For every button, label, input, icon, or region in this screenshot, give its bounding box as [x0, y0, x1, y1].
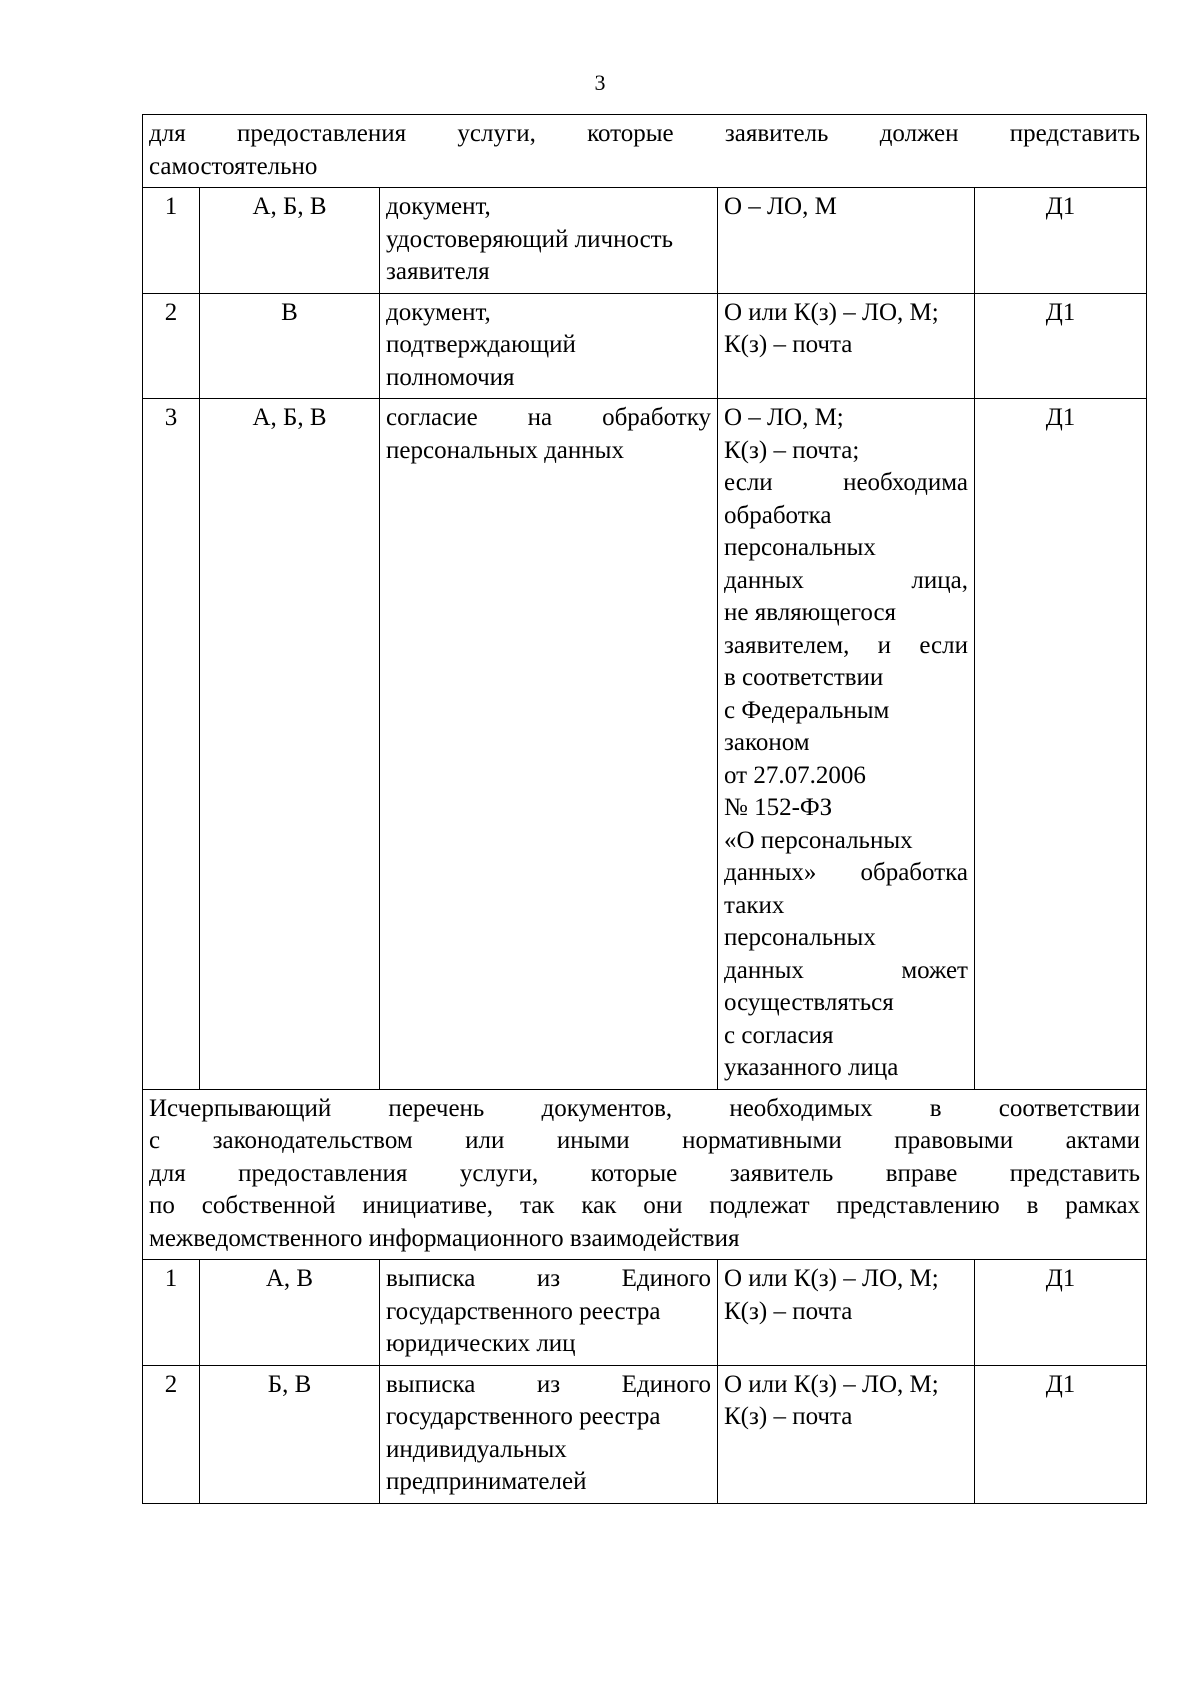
document-name-line: предпринимателей [386, 1468, 587, 1495]
section-heading-line: межведомственного информационного взаимодействия [149, 1224, 740, 1252]
document-name-line: государственного реестра [386, 1297, 661, 1325]
document-name-line: полномочия [386, 363, 515, 391]
submission-form-cell [718, 399, 975, 1090]
submission-form-line: О или К(з) – ЛО, М; [724, 298, 939, 326]
document-name-line: согласие на обработку [386, 404, 711, 431]
section-heading-row [143, 115, 1147, 188]
submission-form-line: «О персональных [724, 826, 913, 854]
document-name-cell [380, 1260, 718, 1366]
submission-form-line: данных» обработка [724, 859, 968, 886]
applicant-category-cell: А, Б, В [200, 188, 380, 294]
section-heading-line: по собственной инициативе, так как они подлежат представлению в рамках [149, 1192, 1141, 1219]
submission-form-line: О – ЛО, М [724, 193, 837, 220]
document-name-line: выписка из Единого [386, 1370, 711, 1398]
section-heading-line: с законодательством или иными нормативными правовыми актами [149, 1127, 1141, 1154]
submission-form-line: персональных [724, 924, 876, 951]
section-heading-line: Исчерпывающий перечень документов, необходимых в соответствии [149, 1094, 1141, 1122]
document-name-line: документ, [386, 298, 491, 326]
submission-form-line: законом [724, 729, 810, 756]
submission-form-line: К(з) – почта [724, 1297, 853, 1325]
section-heading-row [143, 1089, 1147, 1260]
submission-form-line: не являющегося [724, 599, 897, 626]
document-name-line: заявителя [386, 258, 490, 285]
document-name-cell [380, 188, 718, 294]
document-code-cell: Д1 [975, 1260, 1147, 1366]
document-code-cell: Д1 [975, 188, 1147, 294]
documents-table-body [143, 115, 1147, 1504]
submission-form-line: обработка [724, 501, 832, 529]
document-name-line: документ, [386, 193, 491, 220]
submission-form-line: указанного лица [724, 1054, 899, 1081]
submission-form-line: данных лица, [724, 566, 968, 594]
document-name-line: подтверждающий [386, 331, 576, 358]
document-name-line: индивидуальных [386, 1435, 567, 1463]
table-row [143, 1365, 1147, 1503]
row-number-cell: 2 [143, 1365, 200, 1503]
submission-form-line: О или К(з) – ЛО, М; [724, 1265, 939, 1292]
submission-form-cell [718, 1260, 975, 1366]
submission-form-line: таких [724, 891, 785, 919]
submission-form-line: К(з) – почта [724, 331, 853, 358]
table-row [143, 1260, 1147, 1366]
submission-form-line: если необходима [724, 469, 968, 496]
document-code-cell: Д1 [975, 399, 1147, 1090]
document-code-cell: Д1 [975, 1365, 1147, 1503]
document-name-line: юридических лиц [386, 1330, 576, 1357]
submission-form-line: с согласия [724, 1021, 834, 1049]
submission-form-line: от 27.07.2006 [724, 761, 866, 789]
documents-table [142, 114, 1147, 1504]
document-name-line: государственного реестра [386, 1403, 661, 1430]
document-name-cell [380, 399, 718, 1090]
page-number: 3 [594, 70, 606, 95]
applicant-category-cell: А, Б, В [200, 399, 380, 1090]
row-number-cell: 1 [143, 1260, 200, 1366]
submission-form-cell [718, 188, 975, 294]
document-name-cell [380, 293, 718, 399]
section-heading-line: для предоставления услуги, которые заявитель вправе представить [149, 1159, 1141, 1187]
submission-form-line: персональных [724, 534, 876, 561]
section-heading [143, 1089, 1147, 1260]
submission-form-cell [718, 293, 975, 399]
document-name-cell [380, 1365, 718, 1503]
submission-form-line: осуществляться [724, 989, 894, 1016]
submission-form-cell [718, 1365, 975, 1503]
applicant-category-cell: А, В [200, 1260, 380, 1366]
submission-form-line: К(з) – почта [724, 1403, 853, 1430]
applicant-category-cell: В [200, 293, 380, 399]
row-number-cell: 3 [143, 399, 200, 1090]
document-name-line: персональных данных [386, 436, 624, 464]
submission-form-line: О – ЛО, М; [724, 404, 844, 431]
row-number-cell: 2 [143, 293, 200, 399]
applicant-category-cell: Б, В [200, 1365, 380, 1503]
submission-form-line: О или К(з) – ЛО, М; [724, 1370, 939, 1398]
table-row [143, 188, 1147, 294]
submission-form-line: данных может [724, 956, 968, 984]
section-heading [143, 115, 1147, 188]
row-number-cell: 1 [143, 188, 200, 294]
submission-form-line: с Федеральным [724, 696, 890, 724]
section-heading-line: самостоятельно [149, 152, 318, 180]
table-row [143, 293, 1147, 399]
table-row [143, 399, 1147, 1090]
document-name-line: выписка из Единого [386, 1265, 711, 1292]
document-code-cell: Д1 [975, 293, 1147, 399]
submission-form-line: в соответствии [724, 664, 884, 691]
section-heading-line: для предоставления услуги, которые заявитель должен представить [149, 120, 1141, 147]
submission-form-line: заявителем, и если [724, 631, 968, 659]
submission-form-line: № 152-ФЗ [724, 794, 833, 821]
submission-form-line: К(з) – почта; [724, 436, 860, 464]
document-name-line: удостоверяющий личность [386, 225, 673, 253]
